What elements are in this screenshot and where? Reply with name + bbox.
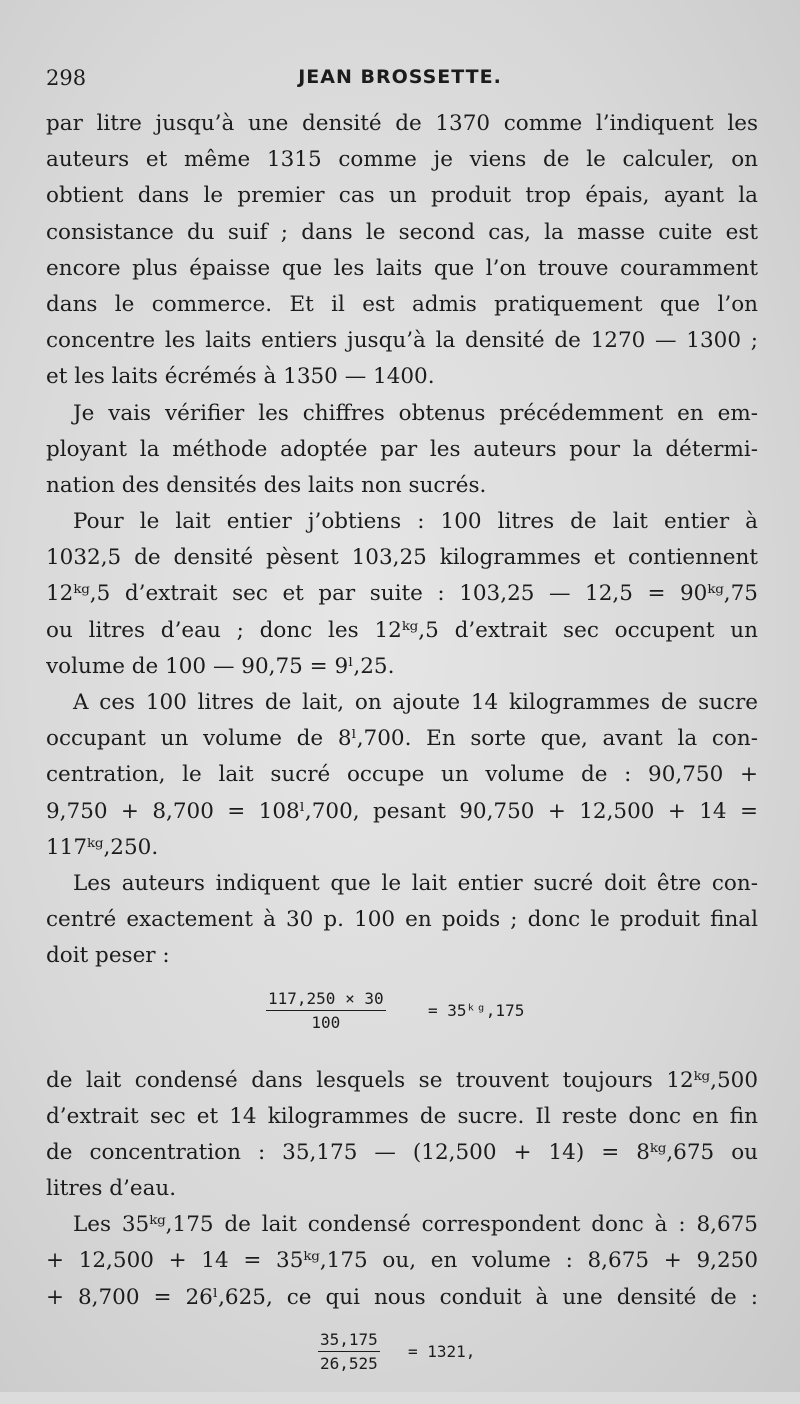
text-line: 1032,5 de densité pèsent 103,25 kilogrammes et contiennent [46,545,758,571]
formula-final-weight [46,979,758,1059]
text-line: 9,750 + 8,700 = 108ˡ,700, pesant 90,750 + 12,500 + 14 = [46,798,758,824]
fraction-denominator: 100 [311,1012,341,1032]
text-line: et les laits écrémés à 1350 — 1400. [46,364,435,390]
formula-result: = 35ᵏᵍ,175 [428,1000,525,1020]
text-line: 12ᵏᵍ,5 d’extrait sec et par suite : 103,25 — 12,5 = 90ᵏᵍ,75 [46,581,758,607]
text-line: de concentration : 35,175 — (12,500 + 14) = 8ᵏᵍ,675 ou [46,1139,758,1165]
text-line: ou litres d’eau ; donc les 12ᵏᵍ,5 d’extrait sec occupent un [46,617,758,643]
text-line: d’extrait sec et 14 kilogrammes de sucre. Il reste donc en fin [46,1103,758,1129]
page-number: 298 [46,66,87,90]
text-line: volume de 100 — 90,75 = 9ˡ,25. [46,653,395,679]
text-line: 117ᵏᵍ,250. [46,834,159,860]
text-line: A ces 100 litres de lait, on ajoute 14 kilogrammes de sucre [73,690,758,715]
text-line: Pour le lait entier j’obtiens : 100 litres de lait entier à [73,509,758,535]
fraction [266,989,386,1032]
fraction-numerator: 117,250 × 30 [266,989,386,1011]
text-line: + 8,700 = 26ˡ,625, ce qui nous conduit à une densité de : [46,1284,758,1310]
text-line: par litre jusqu’à une densité de 1370 comme l’indiquent les [46,111,758,136]
page-body [46,106,758,1404]
text-line: consistance du suif ; dans le second cas, la masse cuite est [46,219,758,245]
fraction-denominator: 26,525 [320,1353,378,1373]
text-line: concentre les laits entiers jusqu’à la densité de 1270 — 1300 ; [46,328,758,354]
text-line: ployant la méthode adoptée par les auteurs pour la détermi- [46,436,758,462]
text-line: doit peser : [46,943,170,969]
formula-density [46,1320,758,1400]
text-line: Je vais vérifier les chiffres obtenus précédemment en em- [73,400,758,426]
text-line: de lait condensé dans lesquels se trouvent toujours 12ᵏᵍ,500 [46,1067,758,1093]
formula-result: = 1321, [408,1341,476,1361]
fraction [318,1330,380,1373]
text-line: auteurs et même 1315 comme je viens de le calculer, on [46,147,758,173]
text-line: litres d’eau. [46,1176,177,1202]
page-header [46,66,754,96]
text-line: nation des densités des laits non sucrés. [46,472,487,498]
text-line: dans le commerce. Et il est admis pratiquement que l’on [46,291,758,317]
fraction-numerator: 35,175 [318,1330,380,1352]
text-line: centration, le lait sucré occupe un volume de : 90,750 + [46,762,758,788]
text-line: encore plus épaisse que les laits que l’on trouve couramment [46,255,758,281]
text-line: obtient dans le premier cas un produit trop épais, ayant la [46,183,758,209]
text-line: centré exactement à 30 p. 100 en poids ; donc le produit final [46,907,758,933]
running-head: JEAN BROSSETTE. [298,66,502,88]
text-line: Les auteurs indiquent que le lait entier sucré doit être con- [73,870,758,896]
text-line: + 12,500 + 14 = 35ᵏᵍ,175 ou, en volume : 8,675 + 9,250 [46,1248,758,1274]
text-line: occupant un volume de 8ˡ,700. En sorte que, avant la con- [46,726,758,752]
text-line: Les 35ᵏᵍ,175 de lait condensé correspondent donc à : 8,675 [73,1212,758,1238]
